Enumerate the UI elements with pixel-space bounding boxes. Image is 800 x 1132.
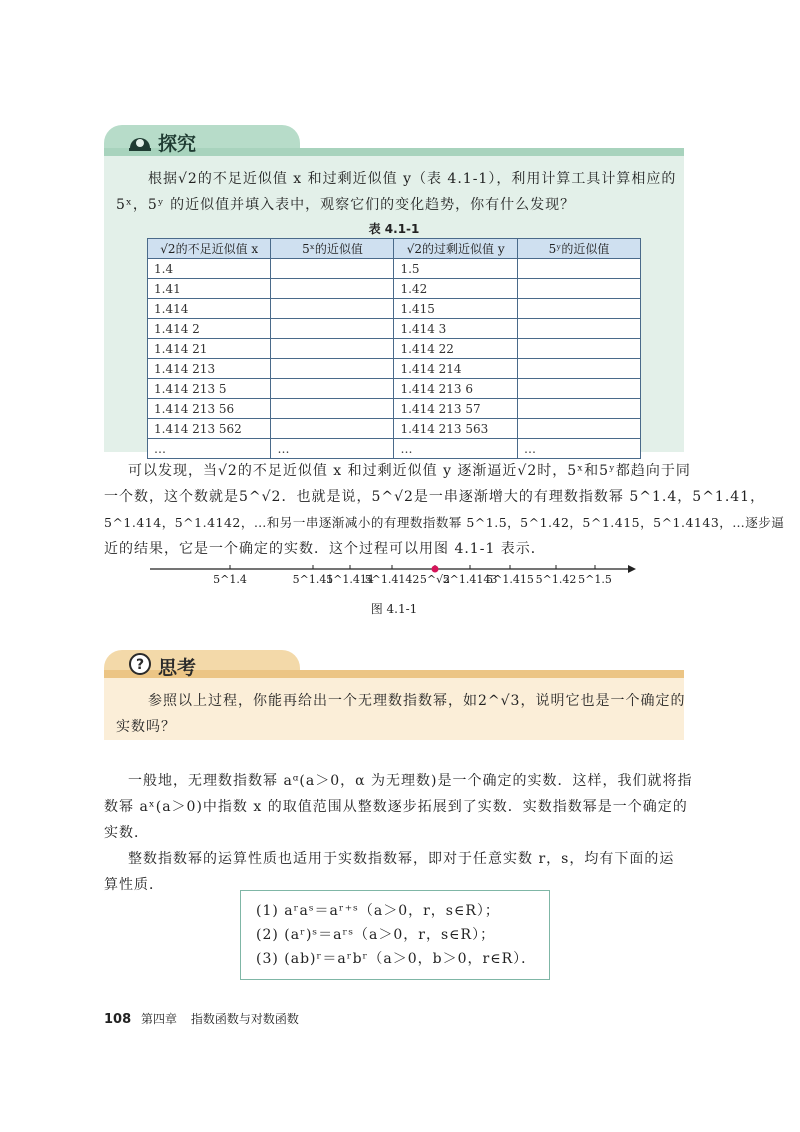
explore-para-line2: 5ˣ，5ʸ 的近似值并填入表中，观察它们的变化趋势，你有什么发现？ bbox=[116, 197, 576, 213]
table-row bbox=[148, 439, 641, 459]
think-line1: 参照以上过程，你能再给出一个无理数指数幂，如2^√3，说明它也是一个确定的 bbox=[148, 693, 686, 709]
table-cell: 1.5 bbox=[394, 259, 517, 279]
table-cell: … bbox=[148, 439, 271, 459]
col-header: √2的不足近似值 x bbox=[148, 239, 271, 259]
chapter-title: 指数函数与对数函数 bbox=[190, 1012, 299, 1026]
figure-caption: 图 4.1-1 bbox=[370, 602, 418, 616]
table-cell: … bbox=[271, 439, 394, 459]
explore-icon bbox=[128, 130, 152, 152]
explore-title: 探究 bbox=[158, 133, 197, 155]
table-cell bbox=[271, 299, 394, 319]
body1-line3: 5^1.414，5^1.4142，…和另一串逐渐减小的有理数指数幂 5^1.5，5^1.42，5^1.415，5^1.4143，…逐步逼 bbox=[104, 515, 785, 530]
table-cell: … bbox=[517, 439, 640, 459]
number-line-label: 5^1.4 bbox=[213, 573, 247, 586]
table-cell: 1.4 bbox=[148, 259, 271, 279]
col-header: √2的过剩近似值 y bbox=[394, 239, 517, 259]
table-cell bbox=[271, 319, 394, 339]
col-header: 5ʸ的近似值 bbox=[517, 239, 640, 259]
number-line-label: 5^1.414 bbox=[326, 573, 374, 586]
question-icon bbox=[128, 652, 152, 676]
table-row bbox=[148, 279, 641, 299]
body1-line2: 一个数，这个数就是5^√2．也就是说，5^√2是一串逐渐增大的有理数指数幂 5^1.4，5^1.41， bbox=[104, 489, 766, 505]
formula-2: (2) (aʳ)ˢ＝aʳˢ（a＞0，r，s∈R）； bbox=[256, 927, 496, 943]
table-cell bbox=[517, 399, 640, 419]
table-row bbox=[148, 359, 641, 379]
table-cell: 1.414 213 5 bbox=[148, 379, 271, 399]
table-cell: 1.414 213 562 bbox=[148, 419, 271, 439]
table-cell: 1.414 21 bbox=[148, 339, 271, 359]
table-cell bbox=[517, 299, 640, 319]
table-cell: … bbox=[394, 439, 517, 459]
number-line-label: 5^1.5 bbox=[578, 573, 612, 586]
number-line-label: 5^1.415 bbox=[486, 573, 534, 586]
table-header-row bbox=[148, 239, 641, 259]
table-cell bbox=[271, 399, 394, 419]
table-cell bbox=[517, 279, 640, 299]
table-cell: 1.414 bbox=[148, 299, 271, 319]
table-row bbox=[148, 339, 641, 359]
table-row bbox=[148, 379, 641, 399]
sqrt2-marker bbox=[432, 566, 439, 573]
table-caption: 表 4.1-1 bbox=[368, 222, 420, 236]
table-cell bbox=[517, 339, 640, 359]
body2-line3: 实数． bbox=[104, 825, 149, 841]
table-row bbox=[148, 419, 641, 439]
body2-line4: 整数指数幂的运算性质也适用于实数指数幂，即对于任意实数 r，s，均有下面的运 bbox=[128, 851, 675, 867]
number-line-label: 5^1.42 bbox=[535, 573, 577, 586]
table-cell: 1.414 213 563 bbox=[394, 419, 517, 439]
table-cell bbox=[271, 279, 394, 299]
table-cell: 1.414 214 bbox=[394, 359, 517, 379]
table-cell bbox=[517, 319, 640, 339]
body2-line2: 数幂 aˣ(a＞0)中指数 x 的取值范围从整数逐步拓展到了实数．实数指数幂是一个确定的 bbox=[104, 799, 688, 815]
think-line2: 实数吗？ bbox=[116, 719, 176, 735]
body1-line4: 近的结果，它是一个确定的实数．这个过程可以用图 4.1-1 表示． bbox=[104, 541, 546, 557]
body1-line1: 可以发现，当√2的不足近似值 x 和过剩近似值 y 逐渐逼近√2时，5ˣ和5ʸ都趋向于同 bbox=[128, 463, 691, 479]
explore-para-line1: 根据√2的不足近似值 x 和过剩近似值 y（表 4.1-1），利用计算工具计算相应的 bbox=[148, 171, 677, 187]
think-title: 思考 bbox=[158, 657, 197, 679]
table-cell: 1.414 213 56 bbox=[148, 399, 271, 419]
table-cell: 1.414 22 bbox=[394, 339, 517, 359]
table-row bbox=[148, 259, 641, 279]
table-cell: 1.414 213 bbox=[148, 359, 271, 379]
approx-table bbox=[147, 238, 641, 459]
page-footer bbox=[104, 1010, 299, 1027]
table-cell: 1.42 bbox=[394, 279, 517, 299]
table-cell bbox=[517, 359, 640, 379]
number-line-label: 5^1.41 bbox=[292, 573, 334, 586]
number-line-label: 5^1.4143 bbox=[442, 573, 498, 586]
table-row bbox=[148, 299, 641, 319]
table-cell bbox=[271, 339, 394, 359]
table-cell bbox=[271, 259, 394, 279]
table-cell: 1.414 213 57 bbox=[394, 399, 517, 419]
table-cell bbox=[517, 379, 640, 399]
table-cell bbox=[517, 419, 640, 439]
body2-line1: 一般地，无理数指数幂 aᵅ(a＞0，α 为无理数)是一个确定的实数．这样，我们就将指 bbox=[128, 773, 693, 789]
table-cell: 1.414 3 bbox=[394, 319, 517, 339]
col-header: 5ˣ的近似值 bbox=[271, 239, 394, 259]
table-cell bbox=[271, 359, 394, 379]
table-row bbox=[148, 399, 641, 419]
formula-3: (3) (ab)ʳ＝aʳbʳ（a＞0，b＞0，r∈R）． bbox=[256, 951, 537, 967]
table-cell: 1.415 bbox=[394, 299, 517, 319]
table-cell bbox=[271, 419, 394, 439]
table-cell: 1.414 213 6 bbox=[394, 379, 517, 399]
number-line-arrow bbox=[628, 565, 636, 573]
formula-1: (1) aʳaˢ＝aʳ⁺ˢ（a＞0，r，s∈R）； bbox=[256, 903, 500, 919]
svg-text:?: ? bbox=[135, 657, 145, 673]
table-cell: 1.41 bbox=[148, 279, 271, 299]
table-cell bbox=[271, 379, 394, 399]
body2-line5: 算性质． bbox=[104, 877, 164, 893]
number-line-label: 5^√2 bbox=[419, 573, 451, 586]
page-number: 108 bbox=[104, 1012, 132, 1027]
table-row bbox=[148, 319, 641, 339]
chapter-label: 第四章 bbox=[140, 1012, 177, 1026]
number-line-label: 5^1.4142 bbox=[364, 573, 420, 586]
table-cell: 1.414 2 bbox=[148, 319, 271, 339]
table-cell bbox=[517, 259, 640, 279]
